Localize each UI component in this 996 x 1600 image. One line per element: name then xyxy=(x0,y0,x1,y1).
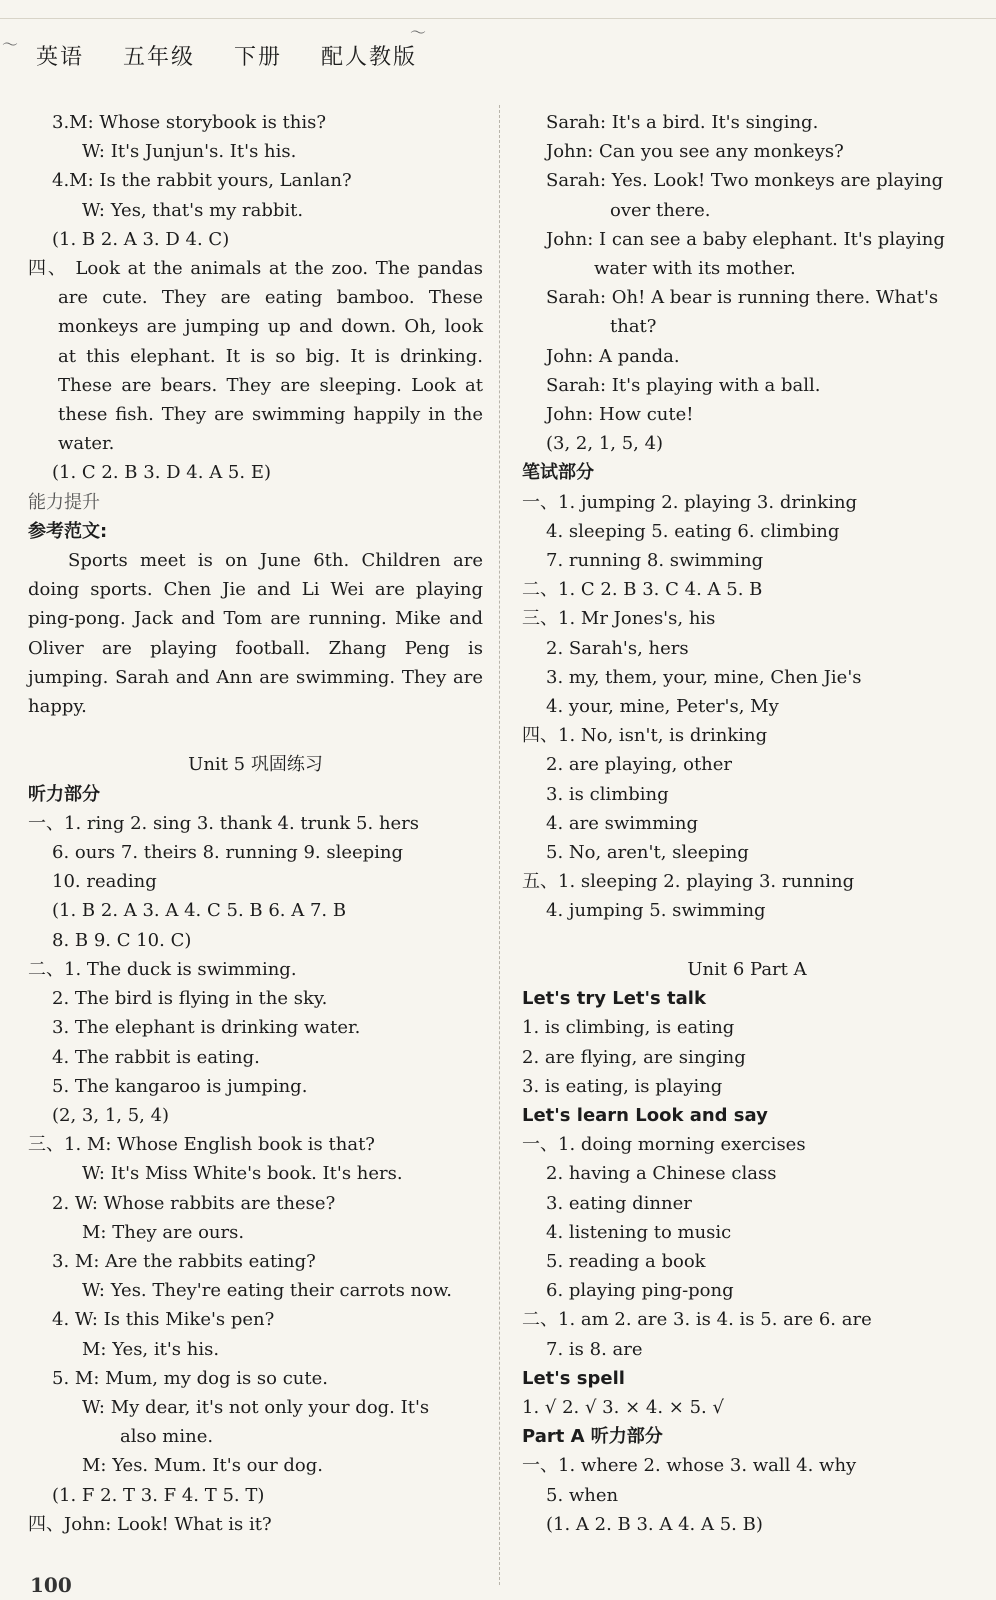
text-line: Sarah: Yes. Look! Two monkeys are playing xyxy=(546,170,944,192)
header-subject: 英语 xyxy=(36,45,85,70)
text-line: 3.M: Whose storybook is this? xyxy=(52,112,327,133)
text-line: 3. is eating, is playing xyxy=(522,1075,723,1097)
text-line: 三、1. M: Whose English book is that? xyxy=(28,1134,375,1156)
text-line: 3. my, them, your, mine, Chen Jie's xyxy=(546,666,862,688)
text-line: 4. sleeping 5. eating 6. climbing xyxy=(546,520,840,542)
text-line: 4. your, mine, Peter's, My xyxy=(546,696,779,718)
text-line: 二、1. am 2. are 3. is 4. is 5. are 6. are xyxy=(522,1309,872,1331)
text-line: 2. are playing, other xyxy=(546,754,733,776)
text-line: 四、John: Look! What is it? xyxy=(28,1513,272,1535)
section-heading: 参考范文: xyxy=(28,520,108,542)
text-line: Sports meet is on June 6th. Children are xyxy=(68,550,483,572)
text-line: 2. W: Whose rabbits are these? xyxy=(52,1192,336,1214)
text-line: John: Can you see any monkeys? xyxy=(546,141,844,163)
section-heading: Part A 听力部分 xyxy=(522,1426,663,1448)
text-line: 五、1. sleeping 2. playing 3. running xyxy=(522,871,855,893)
text-line: 4. listening to music xyxy=(546,1221,732,1243)
text-line: 2. Sarah's, hers xyxy=(546,637,689,659)
text-line: water. xyxy=(58,433,115,455)
text-line: 3. M: Are the rabbits eating? xyxy=(52,1250,316,1272)
header-volume: 下册 xyxy=(234,45,283,70)
bird-icon: 〜 xyxy=(2,35,19,54)
text-line: 2. The bird is flying in the sky. xyxy=(52,988,328,1010)
text-line: 4. W: Is this Mike's pen? xyxy=(52,1309,275,1331)
text-line: water with its mother. xyxy=(594,258,796,280)
text-line: M: Yes, it's his. xyxy=(82,1338,220,1360)
text-line: 7. running 8. swimming xyxy=(546,550,764,572)
answer-key: (1. F 2. T 3. F 4. T 5. T) xyxy=(52,1484,265,1506)
answer-key: 8. B 9. C 10. C) xyxy=(52,929,192,951)
text-line: M: Yes. Mum. It's our dog. xyxy=(82,1455,324,1477)
text-line: 一、1. ring 2. sing 3. thank 4. trunk 5. hers xyxy=(28,812,420,834)
text-line: over there. xyxy=(610,199,711,221)
text-line: Sarah: It's a bird. It's singing. xyxy=(546,112,819,133)
text-line: 4. jumping 5. swimming xyxy=(546,900,766,922)
text-line: 6. ours 7. theirs 8. running 9. sleeping xyxy=(52,842,404,864)
text-line: John: A panda. xyxy=(546,345,680,367)
answer-key: (1. C 2. B 3. D 4. A 5. E) xyxy=(52,462,271,484)
text-line: W: Yes, that's my rabbit. xyxy=(82,199,304,221)
spacer xyxy=(522,926,972,955)
text-line: 三、1. Mr Jones's, his xyxy=(522,608,716,630)
header-grade: 五年级 xyxy=(123,45,196,70)
unit-title: Unit 6 Part A xyxy=(687,958,807,980)
text-line: 四、 Look at the animals at the zoo. The pandas xyxy=(28,258,483,280)
text-line: ping-pong. Jack and Tom are running. Mike and xyxy=(28,608,483,630)
text-line: 5. M: Mum, my dog is so cute. xyxy=(52,1367,329,1389)
text-line: Sarah: Oh! A bear is running there. What's xyxy=(546,287,939,309)
section-heading: Let's learn Look and say xyxy=(522,1104,768,1126)
text-line: 二、1. C 2. B 3. C 4. A 5. B xyxy=(522,579,763,601)
text-line: 7. is 8. are xyxy=(546,1338,643,1360)
text-line: Oliver are playing football. Zhang Peng is xyxy=(28,637,483,659)
text-line: 4.M: Is the rabbit yours, Lanlan? xyxy=(52,170,352,192)
text-line: happy. xyxy=(28,696,87,718)
text-line: monkeys are jumping up and down. Oh, look xyxy=(58,316,483,338)
text-line: W: It's Miss White's book. It's hers. xyxy=(82,1163,403,1185)
answer-key: (1. B 2. A 3. D 4. C) xyxy=(52,228,230,250)
text-line: 5. No, aren't, sleeping xyxy=(546,842,749,864)
text-line: 6. playing ping-pong xyxy=(546,1280,734,1302)
page-header xyxy=(36,40,447,71)
text-line: 2. having a Chinese class xyxy=(546,1163,777,1185)
text-line: these fish. They are swimming happily in the xyxy=(58,404,483,426)
left-column xyxy=(28,108,483,1539)
text-line: jumping. Sarah and Ann are swimming. They are xyxy=(28,666,483,688)
section-heading: 听力部分 xyxy=(28,783,100,805)
section-heading: Let's try Let's talk xyxy=(522,988,706,1010)
text-line: 5. The kangaroo is jumping. xyxy=(52,1075,308,1097)
right-column xyxy=(522,108,972,1539)
page-number: 100 xyxy=(30,1573,72,1597)
section-heading: Let's spell xyxy=(522,1367,625,1389)
text-line: 4. are swimming xyxy=(546,812,699,834)
text-line: M: They are ours. xyxy=(82,1221,245,1243)
answer-key: (1. B 2. A 3. A 4. C 5. B 6. A 7. B xyxy=(52,900,347,922)
text-line: 一、1. doing morning exercises xyxy=(522,1134,806,1156)
text-line: John: How cute! xyxy=(546,404,694,426)
answer-key: (2, 3, 1, 5, 4) xyxy=(52,1104,170,1126)
text-line: W: It's Junjun's. It's his. xyxy=(82,141,297,163)
unit-title: Unit 5 巩固练习 xyxy=(188,754,323,776)
bird-icon: 〜 xyxy=(410,23,427,42)
answer-key: (3, 2, 1, 5, 4) xyxy=(546,433,664,455)
header-edition: 配人教版 xyxy=(321,45,418,70)
text-line: that? xyxy=(610,316,657,338)
text-line: John: I can see a baby elephant. It's playing xyxy=(546,228,945,250)
text-line: 1. is climbing, is eating xyxy=(522,1017,735,1039)
text-line: 3. is climbing xyxy=(546,783,669,805)
text-line: 一、1. jumping 2. playing 3. drinking xyxy=(522,491,858,513)
text-line: at this elephant. It is so big. It is drinking. xyxy=(58,345,483,367)
text-line: W: Yes. They're eating their carrots now. xyxy=(82,1280,452,1302)
text-line: also mine. xyxy=(120,1426,214,1448)
text-line: These are bears. They are sleeping. Look at xyxy=(58,374,483,396)
text-line: 4. The rabbit is eating. xyxy=(52,1046,260,1068)
text-line: 5. reading a book xyxy=(546,1250,706,1272)
text-line: 10. reading xyxy=(52,871,157,893)
section-heading: 能力提升 xyxy=(28,491,100,513)
text-line: 5. when xyxy=(546,1484,619,1506)
text-line: 3. eating dinner xyxy=(546,1192,692,1214)
text-line: are cute. They are eating bamboo. These xyxy=(58,287,483,309)
text-line: 二、1. The duck is swimming. xyxy=(28,958,297,980)
answer-key: (1. A 2. B 3. A 4. A 5. B) xyxy=(546,1513,763,1535)
section-heading: 笔试部分 xyxy=(522,462,594,484)
text-line: 四、1. No, isn't, is drinking xyxy=(522,725,768,747)
text-line: doing sports. Chen Jie and Li Wei are playing xyxy=(28,579,483,601)
spacer xyxy=(28,721,483,750)
column-divider xyxy=(499,105,500,1585)
text-line: W: My dear, it's not only your dog. It's xyxy=(82,1396,430,1418)
header-rule xyxy=(0,18,996,19)
text-line: 一、1. where 2. whose 3. wall 4. why xyxy=(522,1455,857,1477)
text-line: 1. √ 2. √ 3. × 4. × 5. √ xyxy=(522,1396,724,1418)
text-line: 2. are flying, are singing xyxy=(522,1046,746,1068)
text-line: Sarah: It's playing with a ball. xyxy=(546,374,821,396)
text-line: 3. The elephant is drinking water. xyxy=(52,1017,361,1039)
